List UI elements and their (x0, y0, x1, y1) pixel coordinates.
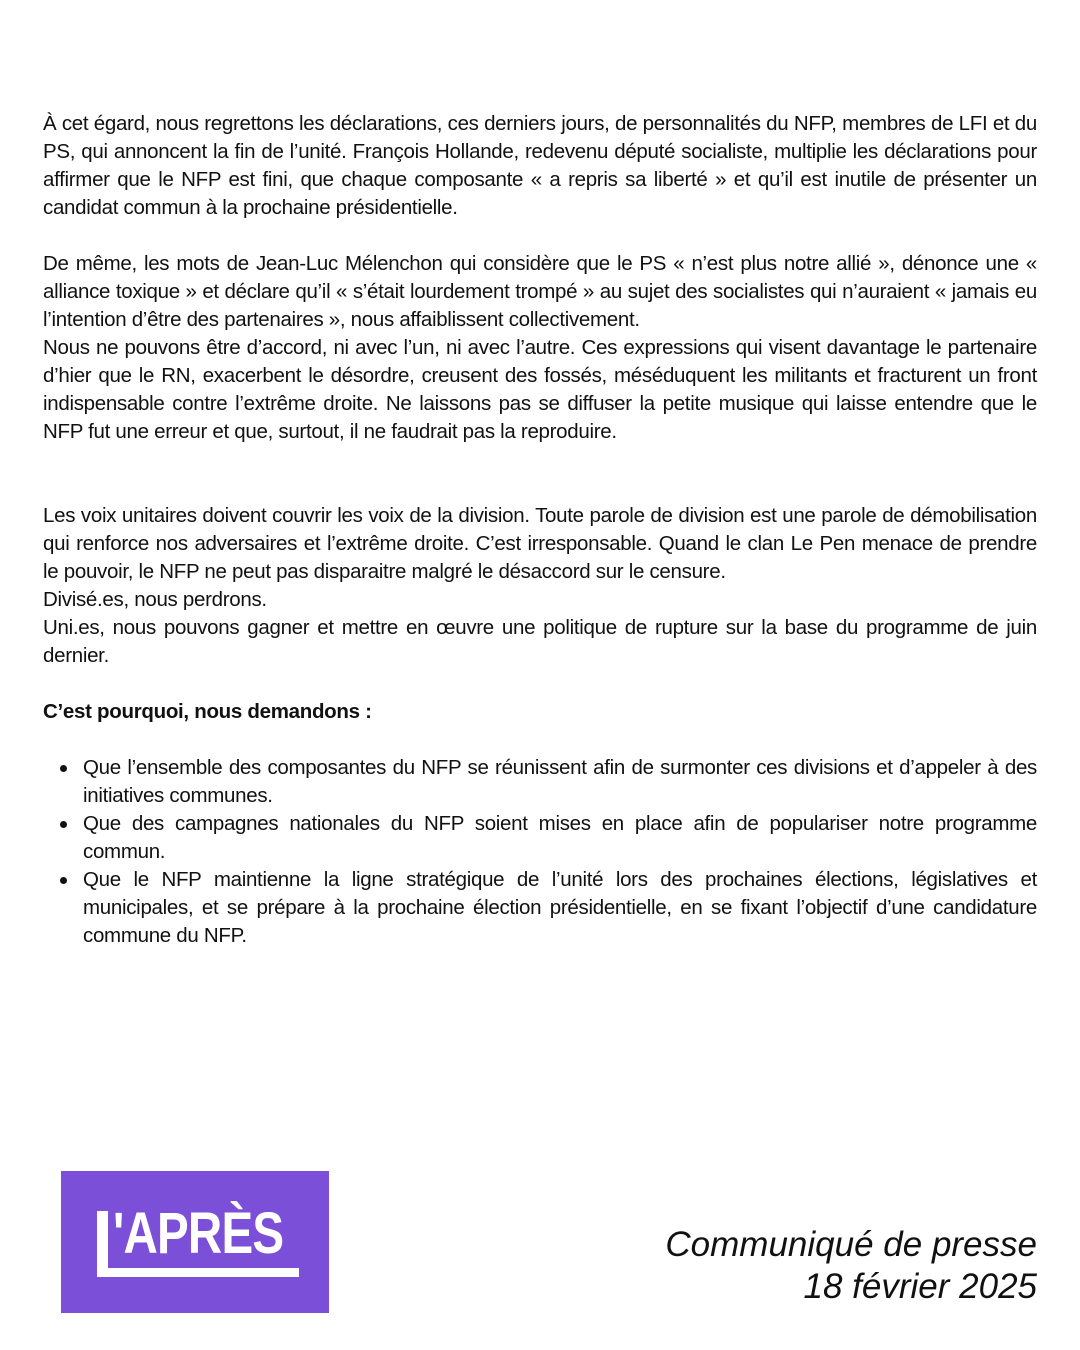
lapres-logo (61, 1171, 329, 1313)
press-release-footer (665, 1224, 1037, 1308)
demand-item: Que le NFP maintienne la ligne stratégique de l’unité lors des prochaines élections, législatives et municipales, et se prépare à la prochaine élection présidentielle, en se fixant l’objectif d’une candidature commune du NFP. (83, 866, 1037, 950)
demands-list (43, 754, 1037, 950)
bullet-icon (60, 821, 67, 828)
logo-underline (97, 1268, 299, 1277)
paragraph-disagreement: Nous ne pouvons être d’accord, ni avec l’un, ni avec l’autre. Ces expressions qui visent davantage le partenaire d’hier que le RN, exacerbent le désordre, creusent des fossés, méséduquent les militants et fracturent un front indispensable contre l’extrême droite. Ne laissons pas se diffuser la petite musique qui laisse entendre que le NFP fut une erreur et que, surtout, il ne faudrait pas la reproduire. (43, 336, 1037, 443)
paragraph-melenchon: De même, les mots de Jean-Luc Mélenchon qui considère que le PS « n’est plus notre allié », dénonce une « alliance toxique » et déclare qu’il « s’était lourdement trompé » au sujet des socialistes qui n’auraient « jamais eu l’intention d’être des partenaires », nous affaiblissent collectivement. (43, 252, 1037, 331)
footer-label: Communiqué de presse (665, 1225, 1037, 1264)
paragraph-unitary-voices: Les voix unitaires doivent couvrir les voix de la division. Toute parole de division est une parole de démobilisation qui renforce nos adversaires et l’extrême droite. C’est irresponsable. Quand le clan Le Pen menace de prendre le pouvoir, le NFP ne peut pas disparaitre malgré le désaccord sur le censure. (43, 504, 1037, 583)
paragraph-unity-regret: À cet égard, nous regrettons les déclarations, ces derniers jours, de personnalités du NFP, membres de LFI et du PS, qui annoncent la fin de l’unité. François Hollande, redevenu député socialiste, multiplie les déclarations pour affirmer que le NFP est fini, que chaque composante « a repris sa liberté » et qu’il est inutile de présenter un candidat commun à la prochaine présidentielle. (43, 112, 1037, 219)
press-release-body (43, 110, 1037, 950)
paragraph-divided: Divisé.es, nous perdrons. (43, 588, 267, 611)
logo-text: 'APRÈS (113, 1201, 284, 1266)
bullet-icon (60, 877, 67, 884)
demand-item: Que l’ensemble des composantes du NFP se réunissent afin de surmonter ces divisions et d’appeler à des initiatives communes. (83, 754, 1037, 810)
demands-heading: C’est pourquoi, nous demandons : (43, 700, 372, 723)
paragraph-united: Uni.es, nous pouvons gagner et mettre en œuvre une politique de rupture sur la base du programme de juin dernier. (43, 616, 1037, 667)
footer-date: 18 février 2025 (803, 1267, 1037, 1306)
bullet-icon (60, 765, 67, 772)
demand-item: Que des campagnes nationales du NFP soient mises en place afin de populariser notre programme commun. (83, 810, 1037, 866)
